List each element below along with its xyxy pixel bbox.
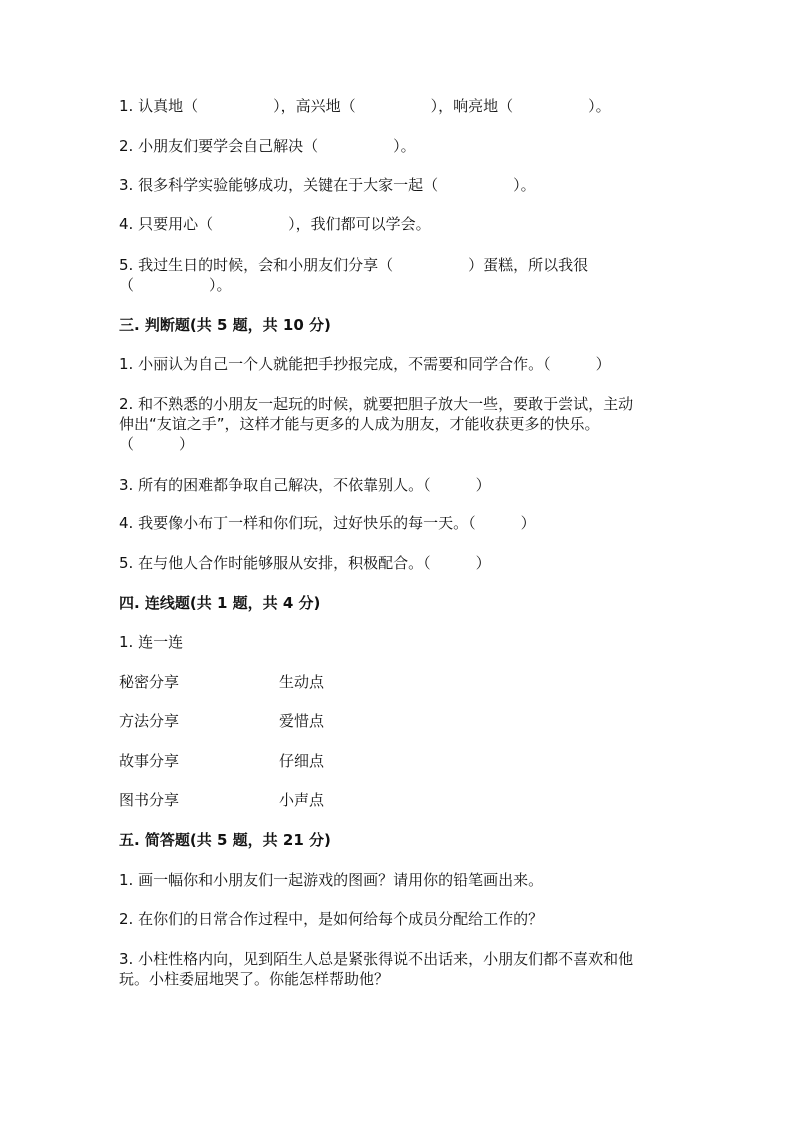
judge-item-2-line1: 2. 和不熟悉的小朋友一起玩的时候，就要把胆子放大一些，要敢于尝试，主动 <box>119 395 634 413</box>
match-left-3: 故事分享 <box>119 752 180 770</box>
judge-item-2-line2: 伸出“友谊之手”，这样才能与更多的人成为朋友，才能收获更多的快乐。 <box>119 415 600 433</box>
match-left-4: 图书分享 <box>119 791 180 809</box>
judge-item-3: 3. 所有的困难都争取自己解决，不依靠别人。（ ） <box>119 476 491 494</box>
match-left-1: 秘密分享 <box>119 673 180 691</box>
fill-item-5-line2: （ ）。 <box>119 276 232 294</box>
judge-item-1: 1. 小丽认为自己一个人就能把手抄报完成，不需要和同学合作。（ ） <box>119 355 611 373</box>
fill-item-4: 4. 只要用心（ ），我们都可以学会。 <box>119 215 431 233</box>
section-heading-matching: 四. 连线题(共 1 题，共 4 分) <box>119 594 321 612</box>
match-right-1: 生动点 <box>279 673 325 691</box>
short-answer-3-line2: 玩。小柱委屈地哭了。你能怎样帮助他？ <box>119 970 390 988</box>
match-right-4: 小声点 <box>279 791 325 809</box>
section-heading-judgement: 三. 判断题(共 5 题，共 10 分) <box>119 316 331 334</box>
fill-item-5-line1: 5. 我过生日的时候，会和小朋友们分享（ ）蛋糕，所以我很 <box>119 256 589 274</box>
match-left-2: 方法分享 <box>119 712 180 730</box>
fill-item-1: 1. 认真地（ ），高兴地（ ），响亮地（ ）。 <box>119 97 611 115</box>
match-right-2: 爱惜点 <box>279 712 325 730</box>
judge-item-4: 4. 我要像小布丁一样和你们玩，过好快乐的每一天。（ ） <box>119 514 536 532</box>
fill-item-3: 3. 很多科学实验能够成功，关键在于大家一起（ ）。 <box>119 176 536 194</box>
judge-item-5: 5. 在与他人合作时能够服从安排，积极配合。（ ） <box>119 554 491 572</box>
matching-prompt: 1. 连一连 <box>119 633 184 651</box>
section-heading-short-answer: 五. 简答题(共 5 题，共 21 分) <box>119 831 331 849</box>
match-right-3: 仔细点 <box>279 752 325 770</box>
short-answer-2: 2. 在你们的日常合作过程中，是如何给每个成员分配给工作的？ <box>119 910 544 928</box>
fill-item-2: 2. 小朋友们要学会自己解决（ ）。 <box>119 137 416 155</box>
short-answer-3-line1: 3. 小柱性格内向，见到陌生人总是紧张得说不出话来，小朋友们都不喜欢和他 <box>119 950 634 968</box>
judge-item-2-line3: （ ） <box>119 435 195 453</box>
short-answer-1: 1. 画一幅你和小朋友们一起游戏的图画？请用你的铅笔画出来。 <box>119 871 544 889</box>
